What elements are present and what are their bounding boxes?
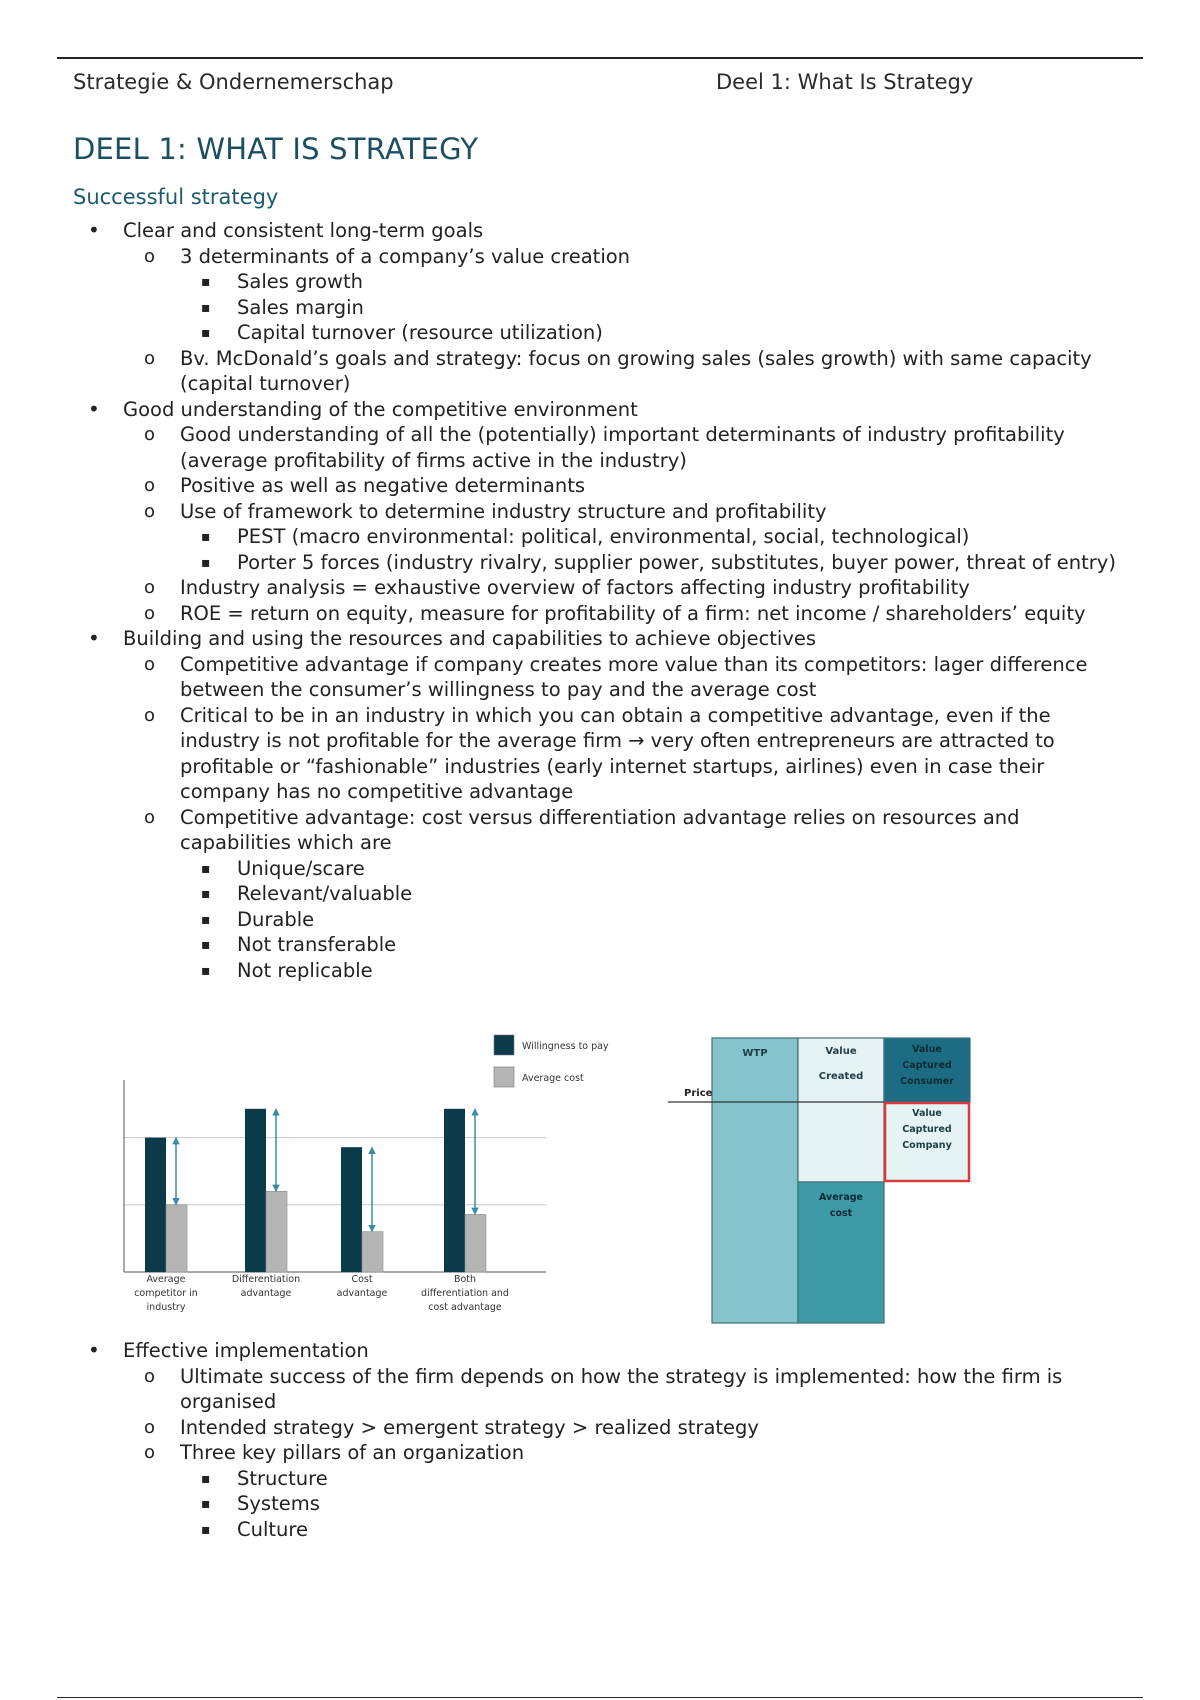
wtp-label: WTP (742, 1048, 768, 1059)
list-item: o Three key pillars of an organization (144, 1441, 525, 1464)
bullet-marker: o (144, 347, 156, 369)
section-heading: Successful strategy (73, 185, 279, 209)
bullet-marker: ▪ (201, 860, 211, 877)
bullet-marker: o (144, 424, 156, 445)
x-tick-label: cost advantage (428, 1302, 502, 1313)
list-item: ▪ Unique/scare (0, 856, 1123, 882)
x-tick-label: Both (453, 1274, 477, 1285)
bullet-marker: o (144, 704, 156, 726)
header-rule (57, 57, 1143, 59)
value-created-label: Created (818, 1071, 864, 1082)
bullet-marker: • (88, 218, 100, 242)
bullet-marker: o (144, 475, 156, 496)
list-item: • Clear and consistent long-term goals (88, 218, 484, 242)
bullet-list-implementation (0, 1338, 1200, 1542)
list-item: o 3 determinants of a company’s value creation (144, 244, 631, 268)
header-course-title: Strategie & Ondernemerschap (73, 70, 394, 94)
list-item: o Critical to be in an industry in which you can obtain a competitive advantage, even if the industry is not profitable for the average firm → very often entrepreneurs are attracted to profitable or “fashionable” industries (early internet startups, airlines) even in case their company has no competitive advantage (144, 703, 1055, 803)
legend-label: Willingness to pay (522, 1041, 609, 1052)
x-tick-label: advantage (336, 1288, 388, 1299)
page-title: DEEL 1: WHAT IS STRATEGY (73, 132, 479, 166)
list-item: o Bv. McDonald’s goals and strategy: focus on growing sales (sales growth) with same capacity (capital turnover) (144, 346, 1092, 395)
value-captured-consumer-label: Consumer (900, 1076, 954, 1087)
list-item: ▪ Sales margin (0, 295, 1123, 321)
list-item: • Effective implementation (88, 1338, 369, 1362)
x-tick-label: advantage (240, 1288, 292, 1299)
wtp-column (712, 1038, 798, 1323)
list-item: o Competitive advantage: cost versus differentiation advantage relies on resources and capabilities which are (144, 805, 1020, 854)
list-item: ▪ Not transferable (0, 932, 1123, 958)
bullet-marker: ▪ (201, 911, 211, 928)
bar-average-cost (166, 1205, 187, 1272)
x-tick-label: industry (146, 1302, 186, 1313)
list-item: o Use of framework to determine industry structure and profitability (144, 499, 827, 523)
legend-swatch (494, 1067, 514, 1087)
bullet-marker: ▪ (201, 1470, 211, 1487)
price-label: Price (684, 1088, 713, 1099)
header-section-title: Deel 1: What Is Strategy (716, 70, 974, 94)
bullet-marker: o (144, 1442, 156, 1463)
list-item: ▪ Structure (0, 1466, 1123, 1492)
value-captured-consumer-label: Captured (902, 1060, 952, 1071)
bullet-marker: ▪ (201, 325, 211, 341)
value-created-label: Value (825, 1046, 857, 1057)
bar-average-cost (266, 1191, 287, 1272)
bullet-marker: o (144, 500, 156, 522)
value-created-column (798, 1038, 884, 1182)
x-tick-label: differentiation and (421, 1288, 509, 1299)
bullet-marker: ▪ (201, 962, 211, 979)
bullet-marker: o (144, 245, 156, 267)
x-tick-label: Cost (351, 1274, 373, 1285)
bullet-marker: • (88, 396, 100, 421)
list-item: • Good understanding of the competitive environment (88, 396, 638, 421)
list-item: ▪ Sales growth (0, 269, 1123, 295)
x-tick-label: Differentiation (231, 1274, 301, 1285)
bullet-marker: ▪ (201, 1496, 211, 1512)
value-captured-consumer-label: Value (912, 1044, 942, 1055)
list-item: ▪ Durable (0, 907, 1123, 933)
average-cost-label: Average (819, 1192, 863, 1203)
bullet-marker: o (144, 602, 156, 624)
bullet-marker: ▪ (201, 274, 211, 290)
bullet-marker: o (144, 806, 156, 828)
bar-willingness-to-pay (145, 1138, 166, 1272)
bar-average-cost (362, 1232, 383, 1272)
bullet-marker: o (144, 1365, 156, 1387)
value-captured-company-label: Captured (902, 1124, 952, 1135)
bullet-marker: o (144, 653, 156, 675)
bullet-marker: ▪ (201, 937, 211, 953)
list-item: o ROE = return on equity, measure for profitability of a firm: net income / shareholders’ equity (144, 601, 1086, 625)
footer-rule (57, 1697, 1143, 1698)
value-capture-diagram (660, 1030, 1000, 1330)
value-captured-company-label: Value (912, 1108, 942, 1119)
figures-area (0, 1030, 1200, 1330)
list-item: o Competitive advantage if company creates more value than its competitors: lager difference between the consumer’s willingness to pay and the average cost (144, 652, 1088, 701)
competitive-advantage-bar-chart (110, 1030, 670, 1330)
legend-label: Average cost (522, 1073, 584, 1084)
x-tick-label: competitor in (134, 1288, 198, 1299)
list-item: ▪ Systems (0, 1491, 1123, 1517)
bar-willingness-to-pay (341, 1147, 362, 1272)
average-cost-column (798, 1182, 884, 1323)
bullet-marker: ▪ (201, 554, 211, 571)
bar-willingness-to-pay (444, 1109, 465, 1272)
bullet-marker: ▪ (201, 299, 211, 316)
list-item: o Ultimate success of the firm depends on how the strategy is implemented: how the firm is organised (144, 1364, 1063, 1413)
list-item: o Good understanding of all the (potentially) important determinants of industry profitability (average profitability of firms active in the industry) (144, 423, 1065, 472)
value-captured-company-label: Company (902, 1140, 952, 1151)
bullet-marker: • (88, 626, 100, 650)
bullet-marker: • (88, 1338, 100, 1362)
x-tick-label: Average (146, 1274, 186, 1285)
bar-average-cost (465, 1214, 486, 1272)
list-item: ▪ Culture (0, 1517, 1123, 1543)
bullet-marker: ▪ (201, 1521, 211, 1538)
list-item: ▪ PEST (macro environmental: political, environmental, social, technological) (0, 524, 1123, 550)
legend-swatch (494, 1035, 514, 1055)
list-item: ▪ Porter 5 forces (industry rivalry, supplier power, substitutes, buyer power, threat of entry) (0, 550, 1123, 576)
list-item: ▪ Not replicable (0, 958, 1123, 984)
bullet-marker: ▪ (201, 886, 211, 902)
bar-willingness-to-pay (245, 1109, 266, 1272)
list-item: ▪ Capital turnover (resource utilization) (0, 320, 1123, 346)
bullet-marker: ▪ (201, 529, 211, 545)
list-item: o Positive as well as negative determinants (144, 474, 586, 497)
bullet-marker: o (144, 1416, 156, 1438)
bullet-marker: o (144, 577, 156, 598)
list-item: ▪ Relevant/valuable (0, 881, 1123, 907)
list-item: • Building and using the resources and capabilities to achieve objectives (88, 626, 817, 650)
list-item: o Industry analysis = exhaustive overview of factors affecting industry profitability (144, 576, 970, 599)
bullet-list-main (0, 218, 1200, 983)
average-cost-label: cost (829, 1208, 853, 1219)
list-item: o Intended strategy > emergent strategy > realized strategy (144, 1415, 759, 1439)
